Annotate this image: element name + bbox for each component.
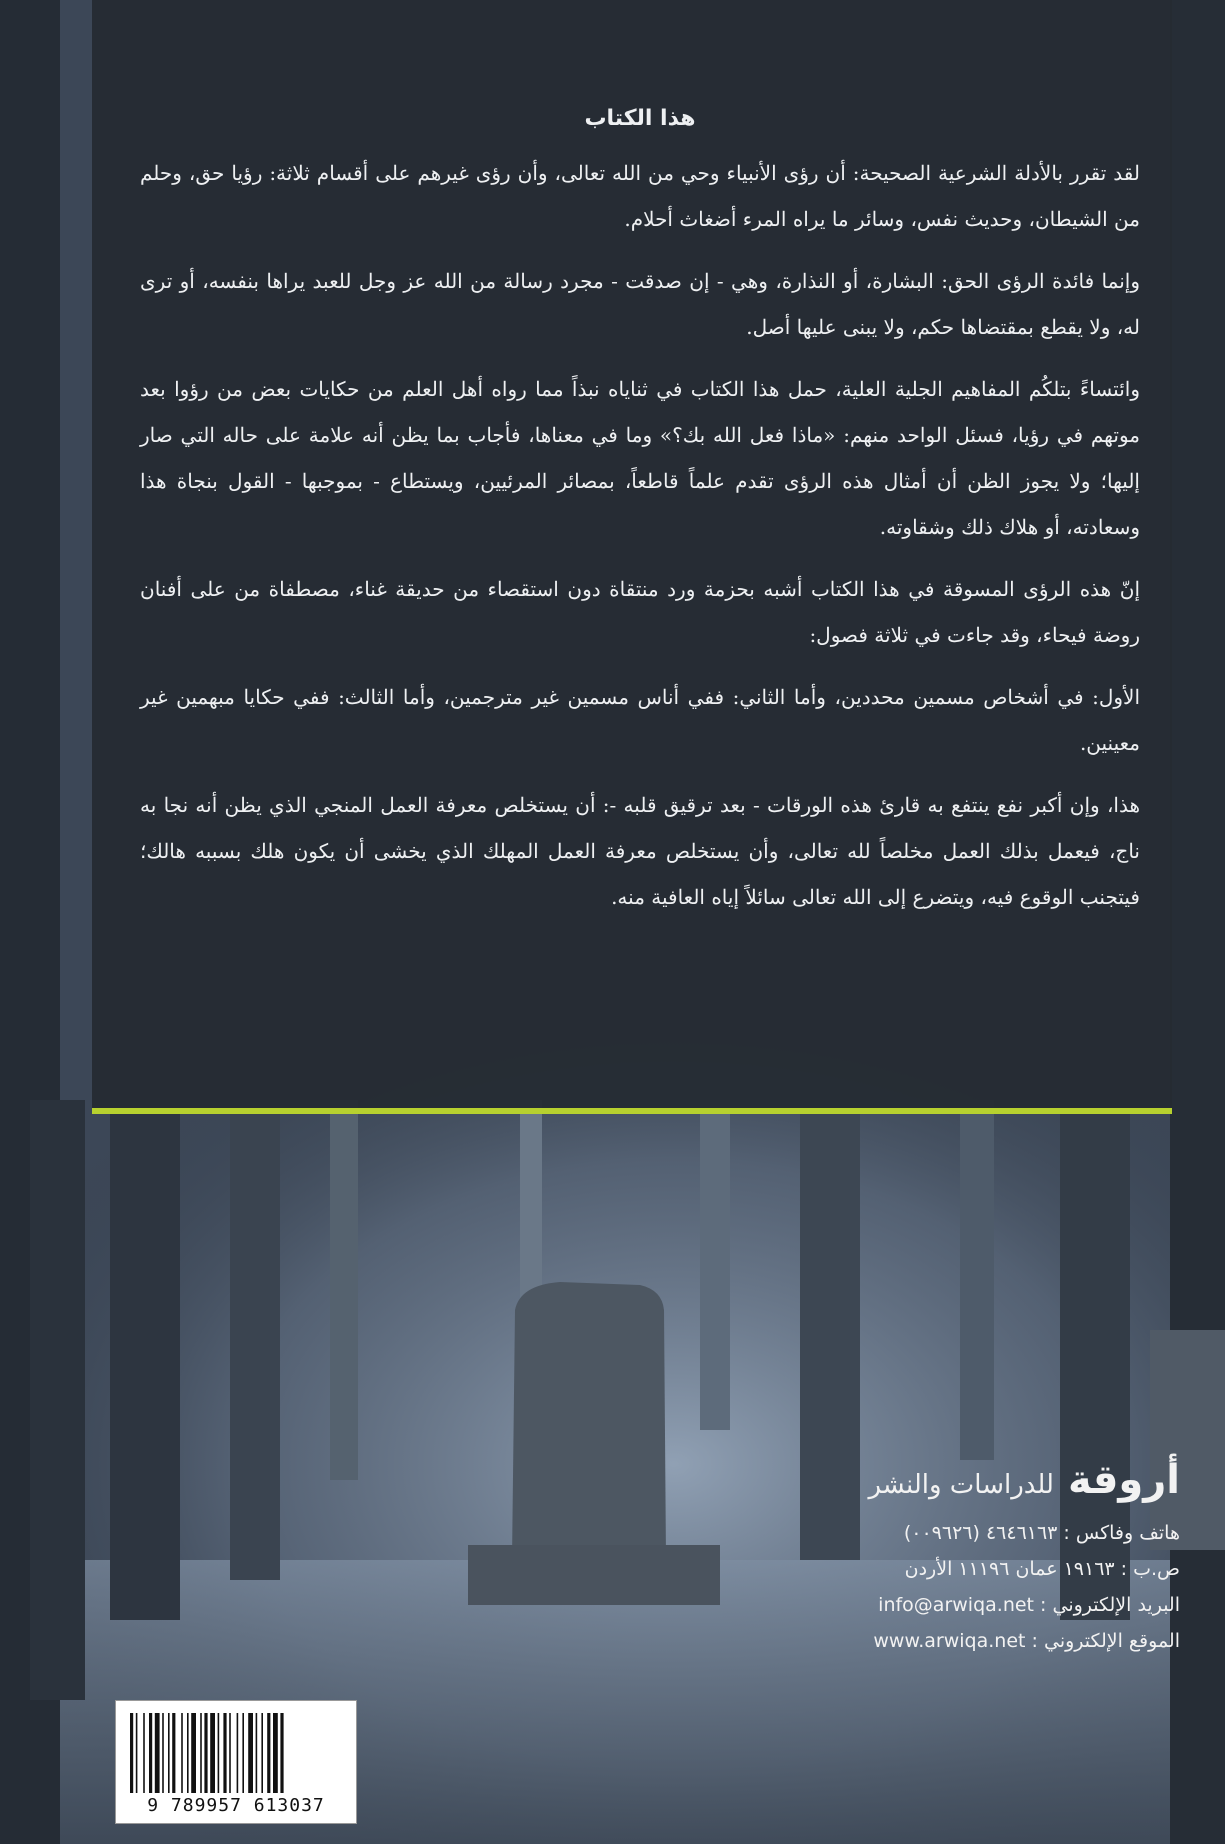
barcode-bars bbox=[130, 1713, 342, 1793]
description-paragraph-3: وائتساءً بتلكُم المفاهيم الجلية العلية، حمل هذا الكتاب في ثناياه نبذاً مما رواه أهل العلم من حكايات بعض من رؤوا بعد موتهم في رؤيا، فسئل الواحد منهم: «ماذا فعل الله بك؟» وما في معناها، فأجاب بما يظن أنه علامة على حاله التي صار إليها؛ ولا يجوز الظن أن أمثال هذه الرؤى تقدم علماً قاطعاً، بمصائر المرئيين، ويستطاع - بموجبها - القول بنجاة هذا وسعادته، أو هلاك ذلك وشقاوته. bbox=[140, 377, 1140, 539]
barcode-bar bbox=[280, 1713, 283, 1793]
description-paragraph-4: إنّ هذه الرؤى المسوقة في هذا الكتاب أشبه بحزمة ورد منتقاة دون استقصاء من حديقة غناء، مصطفاة من على أفنان روضة فيحاء، وقد جاءت في ثلاثة فصول: bbox=[140, 577, 1140, 647]
barcode-bar bbox=[200, 1713, 202, 1793]
description-paragraph-6: هذا، وإن أكبر نفع ينتفع به قارئ هذه الورقات - بعد ترقيق قلبه -: أن يستخلص معرفة العمل المنجي الذي يظن أنه نجا به ناج، فيعمل بذلك العمل مخلصاً لله تعالى، وأن يستخلص معرفة العمل المهلك الذي يخشى أن يكون هلك بسببه هالك؛ فيتجنب الوقوع فيه، ويتضرع إلى الله تعالى سائلاً إياه العافية منه. bbox=[140, 793, 1140, 909]
barcode-bar bbox=[273, 1713, 278, 1793]
barcode-bar bbox=[248, 1713, 253, 1793]
barcode-bar bbox=[172, 1713, 175, 1793]
barcode-bar bbox=[168, 1713, 170, 1793]
publisher-pobox: ص.ب : ١٩١٦٣ عمان ١١١٩٦ الأردن bbox=[904, 1558, 1180, 1580]
barcode-bar bbox=[261, 1713, 263, 1793]
barcode-bar bbox=[181, 1713, 183, 1793]
publisher-info bbox=[740, 1450, 1180, 1659]
barcode-bar bbox=[204, 1713, 207, 1793]
publisher-logo-main: أروقة bbox=[1067, 1457, 1180, 1503]
isbn-number: 9 789957 613037 bbox=[147, 1795, 325, 1816]
barcode-bar bbox=[256, 1713, 258, 1793]
publisher-logo-sub: للدراسات والنشر bbox=[868, 1470, 1054, 1500]
isbn-barcode bbox=[115, 1700, 357, 1824]
barcode-bar bbox=[187, 1713, 189, 1793]
description-paragraph-2: وإنما فائدة الرؤى الحق: البشارة، أو النذارة، وهي - إن صدقت - مجرد رسالة من الله عز وجل للعبد يراها بنفسه، أو ترى له، ولا يقطع بمقتضاها حكم، ولا يبنى عليها أصل. bbox=[140, 269, 1140, 339]
barcode-bar bbox=[237, 1713, 239, 1793]
barcode-bar bbox=[223, 1713, 226, 1793]
barcode-bar bbox=[191, 1713, 196, 1793]
barcode-bar bbox=[218, 1713, 220, 1793]
publisher-logo bbox=[740, 1450, 1180, 1515]
publisher-email: البريد الإلكتروني : info@arwiqa.net bbox=[878, 1594, 1180, 1616]
barcode-bar bbox=[149, 1713, 152, 1793]
accent-divider bbox=[92, 1108, 1172, 1114]
barcode-bar bbox=[162, 1713, 164, 1793]
publisher-phone: هاتف وفاكس : ٤٦٤٦١٦٣ (٠٠٩٦٢٦) bbox=[903, 1522, 1180, 1544]
description-paragraph-5: الأول: في أشخاص مسمين محددين، وأما الثاني: ففي أناس مسمين غير مترجمين، وأما الثالث: ففي حكايا مبهمين غير معينين. bbox=[140, 685, 1140, 755]
barcode-bar bbox=[130, 1713, 133, 1793]
barcode-bar bbox=[229, 1713, 231, 1793]
barcode-bar bbox=[210, 1713, 215, 1793]
barcode-bar bbox=[267, 1713, 270, 1793]
barcode-bar bbox=[155, 1713, 160, 1793]
publisher-website: الموقع الإلكتروني : www.arwiqa.net bbox=[873, 1630, 1180, 1652]
barcode-bar bbox=[242, 1713, 244, 1793]
book-description bbox=[140, 96, 1140, 936]
barcode-bar bbox=[136, 1713, 138, 1793]
barcode-bar bbox=[143, 1713, 145, 1793]
description-title: هذا الكتاب bbox=[584, 106, 696, 131]
description-paragraph-1: لقد تقرر بالأدلة الشرعية الصحيحة: أن رؤى الأنبياء وحي من الله تعالى، وأن رؤى غيرهم على أقسام ثلاثة: رؤيا حق، وحلم من الشيطان، وحديث نفس، وسائر ما يراه المرء أضغاث أحلام. bbox=[140, 161, 1140, 231]
